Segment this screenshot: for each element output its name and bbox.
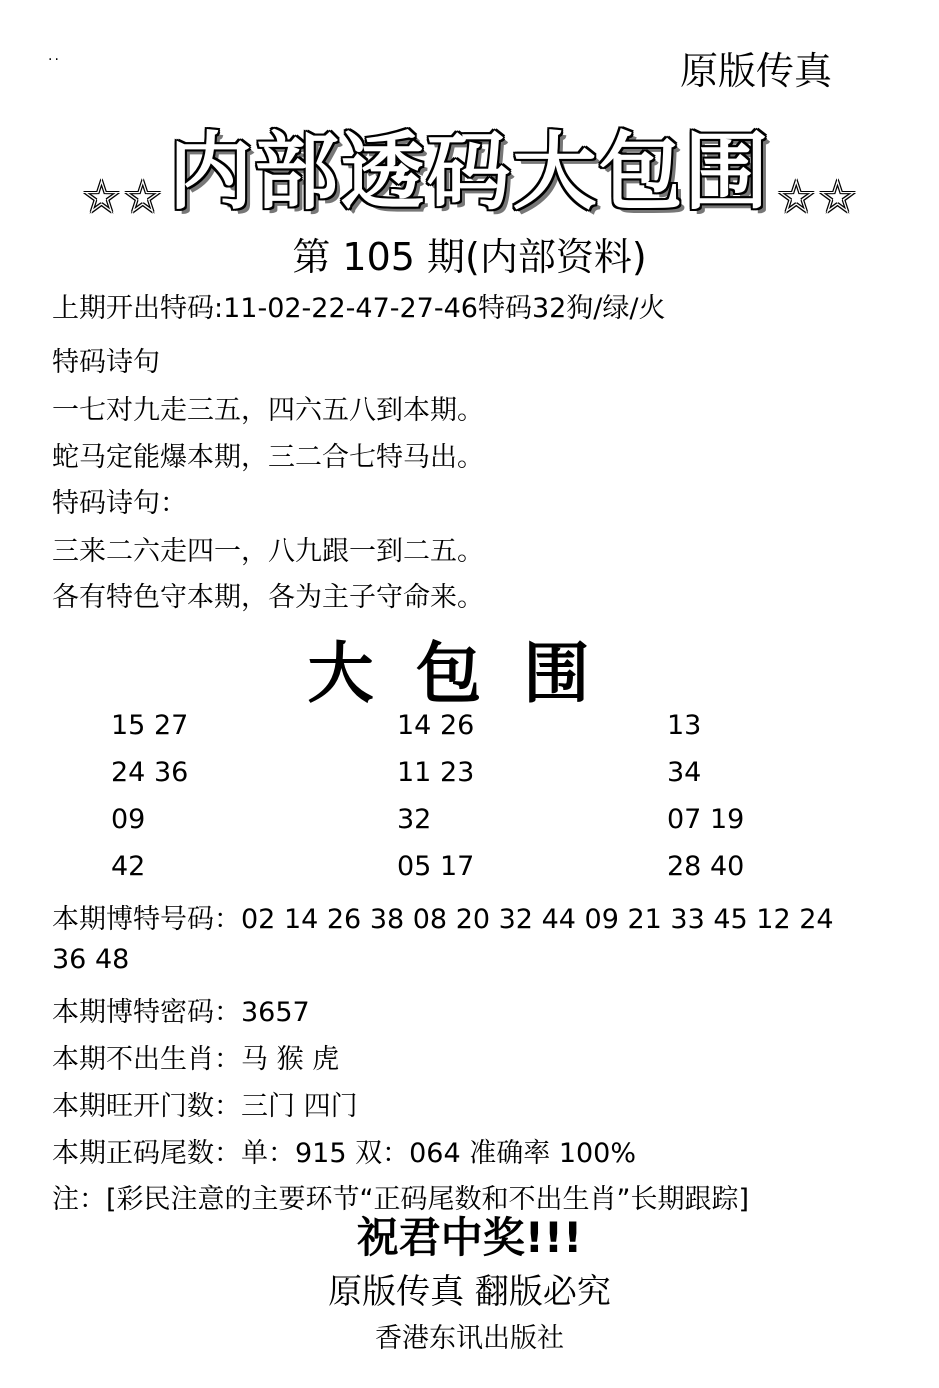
- page-title: 内部透码大包围: [168, 123, 771, 221]
- issue-number: 第 105 期(内部资料): [292, 235, 647, 279]
- grid-cell: 05 17: [397, 851, 475, 882]
- grid-cell: 11 23: [397, 757, 475, 788]
- grid-cell: 09: [111, 804, 146, 835]
- grid-cell: 32: [397, 804, 432, 835]
- tail-numbers: 本期正码尾数：单：915 双：064 准确率 100%: [52, 1138, 637, 1169]
- poem-line-1: 一七对九走三五，四六五八到本期。: [52, 395, 484, 426]
- poem-line-3: 三来二六走四一，八九跟一到二五。: [52, 536, 484, 567]
- bote-numbers-line1: 本期博特号码：02 14 26 38 08 20 32 44 09 21 33 45 12 24: [52, 904, 834, 935]
- copyright-notice: 原版传真 翻版必究: [328, 1272, 611, 1312]
- bote-code: 本期博特密码：3657: [52, 997, 310, 1028]
- poem-line-4: 各有特色守本期，各为主子守命来。: [52, 582, 484, 613]
- poem-heading-1: 特码诗句: [52, 347, 160, 378]
- stars-right-icon: ☆☆: [775, 169, 859, 224]
- section-title: 大包围: [307, 635, 632, 712]
- grid-cell: 34: [667, 757, 702, 788]
- poem-heading-2: 特码诗句：: [52, 488, 187, 519]
- note: 注：[彩民注意的主要环节“正码尾数和不出生肖”长期跟踪]: [52, 1184, 750, 1215]
- grid-cell: 13: [667, 710, 702, 741]
- stars-left-icon: ☆☆: [80, 169, 164, 224]
- grid-cell: 42: [111, 851, 146, 882]
- publisher: 香港东讯出版社: [375, 1323, 564, 1354]
- hot-doors: 本期旺开门数：三门 四门: [52, 1091, 358, 1122]
- wish-text: 祝君中奖!!!: [356, 1213, 583, 1262]
- grid-cell: 28 40: [667, 851, 745, 882]
- grid-cell: 07 19: [667, 804, 745, 835]
- bote-numbers-line2: 36 48: [52, 944, 130, 975]
- title-row: [0, 105, 939, 226]
- grid-cell: 15 27: [111, 710, 189, 741]
- previous-result: 上期开出特码:11-02-22-47-27-46特码32狗/绿/火: [52, 293, 666, 324]
- poem-line-2: 蛇马定能爆本期，三二合七特马出。: [52, 442, 484, 473]
- corner-dots: ··: [48, 52, 61, 68]
- no-zodiac: 本期不出生肖：马 猴 虎: [52, 1044, 340, 1075]
- original-fax-label: 原版传真: [680, 49, 833, 93]
- grid-cell: 24 36: [111, 757, 189, 788]
- grid-cell: 14 26: [397, 710, 475, 741]
